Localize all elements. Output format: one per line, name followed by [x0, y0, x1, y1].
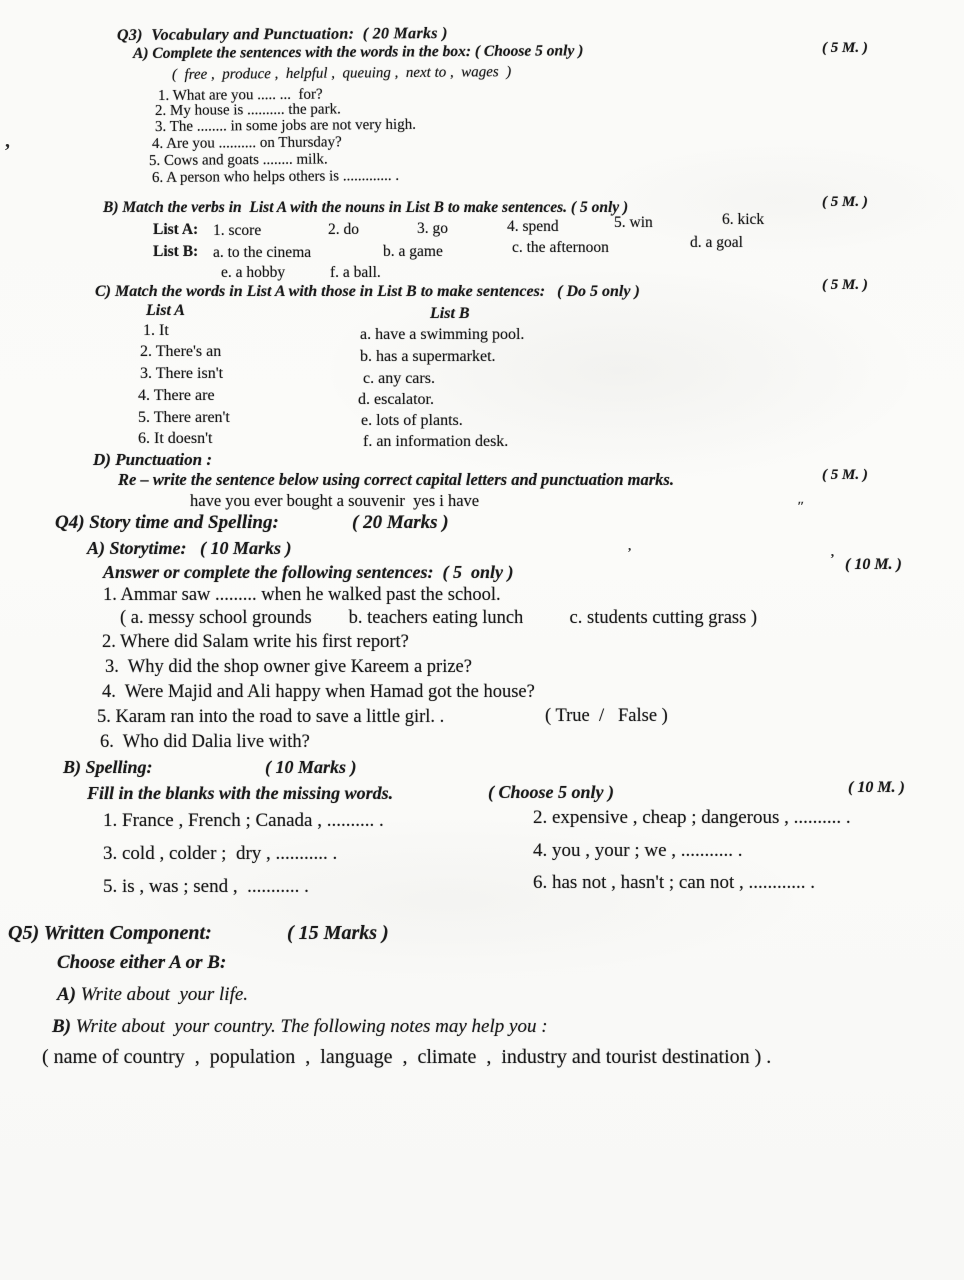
q4a-question-6: 6. Who did Dalia live with? — [100, 732, 310, 752]
q5-choose: Choose either A or B: — [57, 952, 227, 973]
q3b-listb-item-d: d. a goal — [690, 234, 743, 251]
q4a-question-3: 3. Why did the shop owner give Kareem a prize? — [105, 657, 472, 677]
q5-option-b-prefix: B) — [52, 1016, 71, 1037]
q3c-marks: ( 5 M. ) — [822, 277, 868, 293]
q3a-item-3: 3. The ........ in some jobs are not very high. — [154, 116, 416, 135]
q3b-lista-item-3: 3. go — [417, 220, 448, 237]
q3-heading: Q3) Vocabulary and Punctuation: ( 20 Marks ) — [116, 24, 448, 44]
q5-option-a-text: Write about your life. — [76, 984, 249, 1005]
q4a-question-1: 1. Ammar saw ......... when he walked past the school. — [103, 585, 501, 605]
q3c-listb-item-e: e. lots of plants. — [361, 412, 463, 429]
q3c-lista-item-3: 3. There isn't — [140, 365, 224, 382]
q3a-item-5: 5. Cows and goats ........ milk. — [148, 151, 328, 169]
q3b-listb-item-b: b. a game — [383, 243, 443, 260]
q5-option-b-text: Write about your country. The following notes may help you : — [71, 1016, 548, 1037]
q3b-listb-item-e: e. a hobby — [221, 264, 286, 281]
q3b-listb-item-f: f. a ball. — [330, 264, 381, 281]
q3b-lista-item-4: 4. spend — [507, 218, 559, 235]
q4b-heading: B) Spelling: — [63, 757, 153, 777]
q5-option-b — [52, 1016, 548, 1038]
q3c-listb-item-a: a. have a swimming pool. — [360, 326, 525, 343]
q3c-lista-item-1: 1. It — [143, 322, 169, 339]
q5-option-a-prefix: A) — [57, 984, 76, 1005]
q3c-lista-item-5: 5. There aren't — [138, 409, 230, 426]
q4b-item-1: 1. France , French ; Canada , .......... . — [103, 810, 384, 831]
q3b-listb-item-a: a. to the cinema — [213, 244, 312, 261]
q3b-listb-label: List B: — [153, 243, 199, 260]
q3a-marks: ( 5 M. ) — [822, 40, 868, 56]
q5-option-a — [57, 984, 248, 1006]
q4b-item-5: 5. is , was ; send , ........... . — [103, 876, 309, 897]
q5-heading-marks: ( 15 Marks ) — [287, 922, 389, 944]
q3b-lista-item-2: 2. do — [328, 221, 359, 238]
scan-smudge-center: , — [628, 538, 632, 553]
q4a-question-5-truefalse: ( True / False ) — [545, 706, 668, 726]
q4-heading: Q4) Story time and Spelling: — [55, 512, 279, 533]
q3c-listb-item-d: d. escalator. — [358, 391, 434, 408]
q3b-marks: ( 5 M. ) — [822, 194, 868, 210]
q3b-heading: B) Match the verbs in List A with the nouns in List B to make sentences. ( 5 only ) — [103, 199, 629, 216]
q4-heading-marks: ( 20 Marks ) — [352, 512, 449, 533]
scan-smudge-right-1: ʺ — [797, 500, 804, 515]
q3d-sentence: have you ever bought a souvenir yes i have — [190, 491, 480, 510]
q4a-instruction: Answer or complete the following sentences: ( 5 only ) — [103, 562, 514, 582]
q3c-heading: C) Match the words in List A with those in List B to make sentences: ( Do 5 only ) — [95, 283, 640, 300]
q4b-item-2: 2. expensive , cheap ; dangerous , .......... . — [533, 807, 851, 828]
q4b-choose: ( Choose 5 only ) — [488, 782, 614, 802]
q4a-heading: A) Storytime: ( 10 Marks ) — [87, 538, 292, 558]
scan-smudge-left: ’ — [4, 140, 11, 162]
scan-smudge-right-2: ’ — [830, 552, 835, 567]
q3c-lista-item-6: 6. It doesn't — [138, 430, 213, 447]
q3c-lista-header: List A — [146, 302, 185, 319]
q3b-listb-item-c: c. the afternoon — [512, 239, 609, 256]
q4b-item-6: 6. has not , hasn't ; can not , ............ . — [533, 872, 816, 893]
q3c-listb-item-f: f. an information desk. — [363, 433, 509, 450]
q4a-marks: ( 10 M. ) — [845, 556, 902, 573]
q3a-heading: A) Complete the sentences with the words in the box: ( Choose 5 only ) — [132, 42, 584, 62]
q3d-marks: ( 5 M. ) — [822, 467, 868, 483]
q4a-question-5: 5. Karam ran into the road to save a little girl. . — [97, 707, 445, 727]
q4b-heading-marks: ( 10 Marks ) — [265, 757, 357, 777]
q3a-item-2: 2. My house is .......... the park. — [154, 101, 341, 119]
q3d-instruction: Re – write the sentence below using correct capital letters and punctuation marks. — [118, 470, 674, 489]
q3a-item-4: 4. Are you .......... on Thursday? — [151, 134, 342, 152]
q3b-lista-label: List A: — [153, 221, 199, 238]
q3b-lista-item-5: 5. win — [614, 214, 653, 231]
q4b-item-4: 4. you , your ; we , ........... . — [533, 840, 743, 861]
q3c-lista-item-4: 4. There are — [138, 387, 215, 404]
q3b-lista-item-6: 6. kick — [722, 211, 765, 228]
q3a-item-1: 1. What are you ..... ... for? — [157, 86, 323, 104]
q4a-question-2: 2. Where did Salam write his first report? — [102, 632, 409, 652]
q4b-marks: ( 10 M. ) — [848, 779, 905, 796]
q3a-word-box: ( free , produce , helpful , queuing , next to , wages ) — [171, 64, 512, 83]
q3a-item-6: 6. A person who helps others is ............. . — [151, 167, 400, 186]
q5-heading: Q5) Written Component: — [8, 922, 212, 944]
q4b-instruction: Fill in the blanks with the missing words. — [87, 783, 394, 803]
q3c-listb-item-b: b. has a supermarket. — [360, 348, 496, 365]
q4a-question-4: 4. Were Majid and Ali happy when Hamad got the house? — [102, 682, 535, 702]
q3c-lista-item-2: 2. There's an — [140, 343, 222, 360]
q3d-heading: D) Punctuation : — [93, 450, 213, 469]
q4a-question-1-options: ( a. messy school grounds b. teachers eating lunch c. students cutting grass ) — [120, 608, 758, 628]
q3c-listb-header: List B — [430, 305, 470, 322]
q3b-lista-item-1: 1. score — [213, 222, 262, 239]
q4b-item-3: 3. cold , colder ; dry , ........... . — [103, 843, 338, 864]
q5-notes: ( name of country , population , language , climate , industry and tourist destination ) . — [42, 1046, 772, 1068]
q3c-listb-item-c: c. any cars. — [363, 370, 435, 387]
